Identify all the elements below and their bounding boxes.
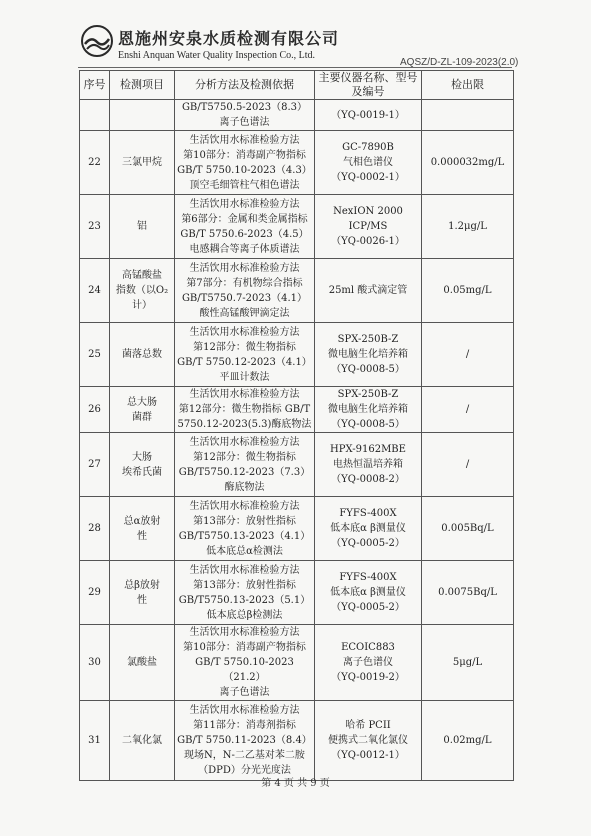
cell-item: 总大肠 菌群 (110, 387, 175, 433)
cell-limit: 0.05mg/L (422, 259, 514, 323)
cell-limit: 0.02mg/L (422, 701, 514, 781)
cell-limit: 0.0075Bq/L (422, 561, 514, 625)
cell-method: 生活饮用水标准检验方法 第13部分：放射性指标 GB/T5750.13-2023（4.1） 低本底总α检测法 (175, 497, 315, 561)
table-row (80, 625, 514, 701)
cell-instrument: 哈希 PCII 便携式二氧化氯仪 （YQ-0012-1） (315, 701, 422, 781)
cell-instrument: （YQ-0019-1） (315, 100, 422, 131)
cell-limit: 5μg/L (422, 625, 514, 701)
company-name-en: Enshi Anquan Water Quality Inspection Co., Ltd. (118, 50, 316, 61)
cell-instrument: SPX-250B-Z 微电脑生化培养箱 （YQ-0008-5） (315, 323, 422, 387)
cell-limit: 0.000032mg/L (422, 131, 514, 195)
cell-instrument: FYFS-400X 低本底α β测量仪 （YQ-0005-2） (315, 561, 422, 625)
cell-method: 生活饮用水标准检验方法 第12部分：微生物指标 GB/T5750.12-2023（7.3） 酶底物法 (175, 433, 315, 497)
page-number: 第 4 页 共 9 页 (261, 778, 330, 789)
company-logo-icon (80, 24, 114, 58)
company-name-cn: 恩施州安泉水质检测有限公司 (118, 29, 340, 48)
cell-no: 28 (80, 497, 110, 561)
cell-method: 生活饮用水标准检验方法 第7部分：有机物综合指标 GB/T5750.7-2023（4.1） 酸性高锰酸钾滴定法 (175, 259, 315, 323)
table-header-row (80, 71, 514, 100)
cell-limit: / (422, 387, 514, 433)
header-instrument: 主要仪器名称、型号及编号 (315, 71, 422, 100)
table-row (80, 497, 514, 561)
cell-method: 生活饮用水标准检验方法 第6部分：金属和类金属指标 GB/T 5750.6-2023（4.5） 电感耦合等离子体质谱法 (175, 195, 315, 259)
cell-item: 大肠 埃希氏菌 (110, 433, 175, 497)
table-row (80, 701, 514, 781)
cell-limit: / (422, 433, 514, 497)
cell-limit (422, 100, 514, 131)
table-row (80, 259, 514, 323)
table-row (80, 433, 514, 497)
cell-instrument: 25ml 酸式滴定管 (315, 259, 422, 323)
cell-item: 三氯甲烷 (110, 131, 175, 195)
cell-item: 高锰酸盐 指数（以O₂ 计） (110, 259, 175, 323)
cell-item: 总α放射 性 (110, 497, 175, 561)
cell-item: 铝 (110, 195, 175, 259)
cell-method: GB/T5750.5-2023（8.3） 离子色谱法 (175, 100, 315, 131)
cell-no: 27 (80, 433, 110, 497)
header-method: 分析方法及检测依据 (175, 71, 315, 100)
header-divider (78, 67, 512, 68)
cell-no: 31 (80, 701, 110, 781)
inspection-methods-table (79, 70, 514, 781)
cell-no: 30 (80, 625, 110, 701)
cell-method: 生活饮用水标准检验方法 第10部分：消毒副产物指标 GB/T 5750.10-2023（21.2） 离子色谱法 (175, 625, 315, 701)
cell-instrument: ECOIC883 离子色谱仪 （YQ-0019-2） (315, 625, 422, 701)
cell-instrument: SPX-250B-Z 微电脑生化培养箱 （YQ-0008-5） (315, 387, 422, 433)
header-item: 检测项目 (110, 71, 175, 100)
cell-method: 生活饮用水标准检验方法 第12部分：微生物指标 GB/T 5750.12-2023(5.3)酶底物法 (175, 387, 315, 433)
table-row (80, 195, 514, 259)
table-row (80, 387, 514, 433)
cell-instrument: FYFS-400X 低本底α β测量仪 （YQ-0005-2） (315, 497, 422, 561)
cell-no: 24 (80, 259, 110, 323)
cell-item: 菌落总数 (110, 323, 175, 387)
cell-method: 生活饮用水标准检验方法 第12部分：微生物指标 GB/T 5750.12-2023（4.1） 平皿计数法 (175, 323, 315, 387)
cell-method: 生活饮用水标准检验方法 第10部分：消毒副产物指标 GB/T 5750.10-2023（4.3） 顶空毛细管柱气相色谱法 (175, 131, 315, 195)
cell-item: 二氧化氯 (110, 701, 175, 781)
cell-no (80, 100, 110, 131)
cell-no: 25 (80, 323, 110, 387)
cell-instrument: HPX-9162MBE 电热恒温培养箱 （YQ-0008-2） (315, 433, 422, 497)
cell-no: 29 (80, 561, 110, 625)
cell-method: 生活饮用水标准检验方法 第11部分：消毒剂指标 GB/T 5750.11-2023（8.4） 现场N，N-二乙基对苯二胺 （DPD）分光光度法 (175, 701, 315, 781)
table-row (80, 323, 514, 387)
header-no: 序号 (80, 71, 110, 100)
table-row (80, 100, 514, 131)
cell-item: 氯酸盐 (110, 625, 175, 701)
cell-limit: / (422, 323, 514, 387)
cell-no: 22 (80, 131, 110, 195)
document-number: AQSZ/D-ZL-109-2023(2.0) (400, 57, 519, 68)
cell-no: 23 (80, 195, 110, 259)
cell-item: 总β放射 性 (110, 561, 175, 625)
cell-limit: 0.005Bq/L (422, 497, 514, 561)
table-row (80, 561, 514, 625)
cell-instrument: GC-7890B 气相色谱仪 （YQ-0002-1） (315, 131, 422, 195)
cell-instrument: NexION 2000 ICP/MS （YQ-0026-1） (315, 195, 422, 259)
cell-limit: 1.2μg/L (422, 195, 514, 259)
header-limit: 检出限 (422, 71, 514, 100)
cell-method: 生活饮用水标准检验方法 第13部分：放射性指标 GB/T5750.13-2023（5.1） 低本底总β检测法 (175, 561, 315, 625)
table-row (80, 131, 514, 195)
cell-item (110, 100, 175, 131)
cell-no: 26 (80, 387, 110, 433)
